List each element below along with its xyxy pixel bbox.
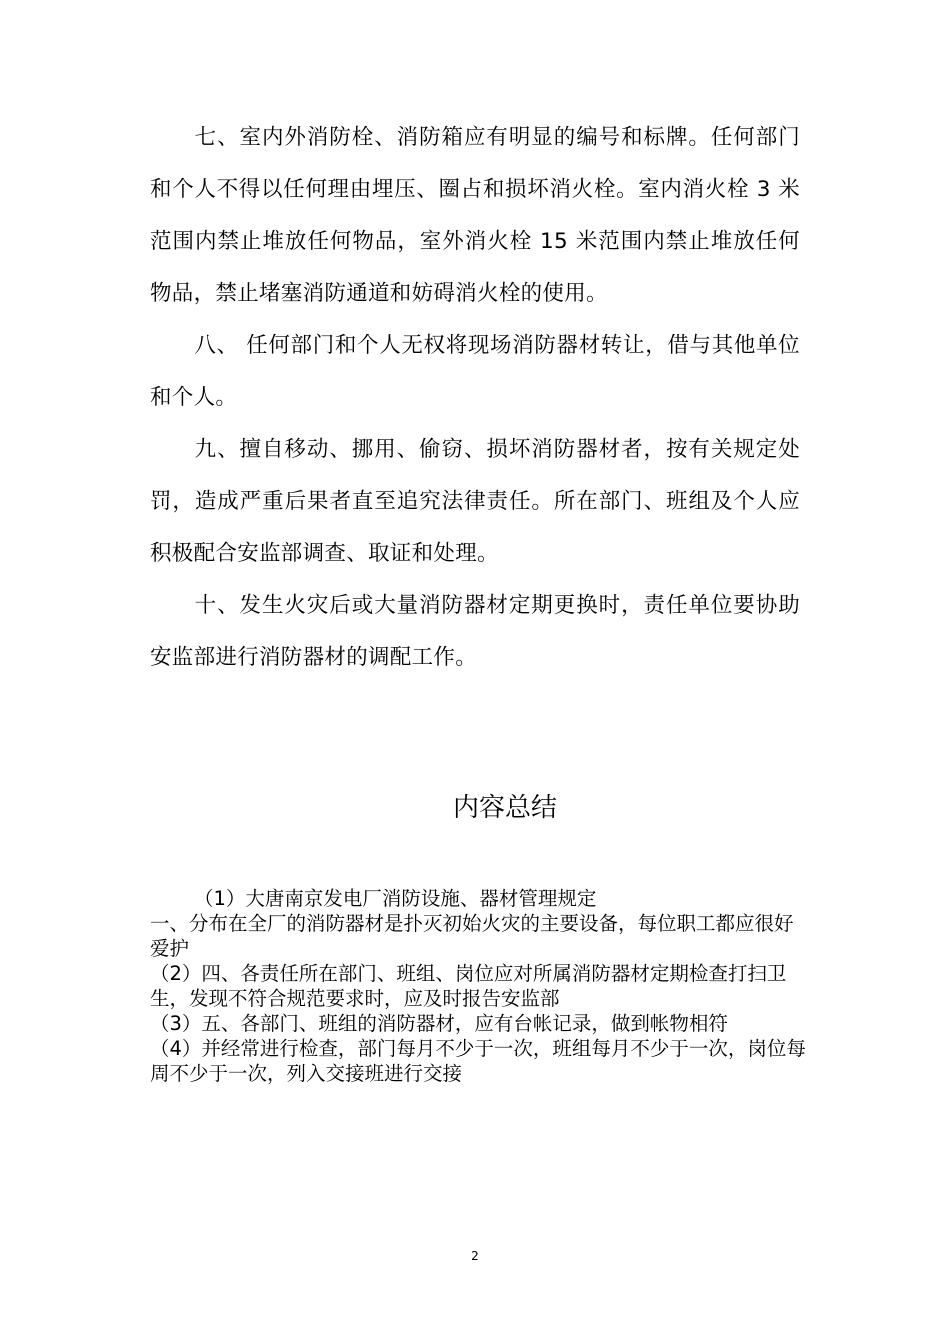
paragraph-ten bbox=[150, 580, 800, 684]
summary-line: （4）并经常进行检查，部门每月不少于一次，班组每月不少于一次，岗位每周不少于一次，列入交接班进行交接 bbox=[150, 1037, 806, 1085]
paragraph-nine-text: 九、擅自移动、挪用、偷窃、损坏消防器材者，按有关规定处罚，造成严重后果者直至追究法律责任。所在部门、班组及个人应积极配合安监部调查、取证和处理。 bbox=[150, 437, 800, 566]
summary-line: 一、分布在全厂的消防器材是扑灭初始火灾的主要设备，每位职工都应很好爱护 bbox=[150, 912, 794, 960]
summary-line: （2）四、各责任所在部门、班组、岗位应对所属消防器材定期检查打扫卫生，发现不符合规范要求时，应及时报告安监部 bbox=[150, 962, 787, 1010]
summary-line: （3）五、各部门、班组的消防器材，应有台帐记录，做到帐物相符 bbox=[150, 1012, 728, 1035]
paragraph-nine bbox=[150, 424, 800, 580]
summary-heading: 内容总结 bbox=[452, 793, 557, 823]
summary-line: （1）大唐南京发电厂消防设施、器材管理规定 bbox=[194, 887, 597, 910]
paragraph-eight-text: 八、 任何部门和个人无权将现场消防器材转让，借与其他单位和个人。 bbox=[150, 333, 800, 410]
summary-block bbox=[150, 886, 810, 1086]
paragraph-seven-text: 七、室内外消防栓、消防箱应有明显的编号和标牌。任何部门和个人不得以任何理由埋压、圈占和损坏消火栓。室内消火栓 3 米范围内禁止堆放任何物品，室外消火栓 15 米范围内禁止堆放任何物品，禁止堵塞消防通道和妨碍消火栓的使用。 bbox=[150, 125, 800, 306]
paragraph-eight bbox=[150, 320, 800, 424]
paragraph-seven bbox=[150, 112, 800, 320]
page-number: 2 bbox=[471, 1249, 479, 1263]
paragraph-ten-text: 十、发生火灾后或大量消防器材定期更换时，责任单位要协助安监部进行消防器材的调配工作。 bbox=[150, 593, 800, 670]
